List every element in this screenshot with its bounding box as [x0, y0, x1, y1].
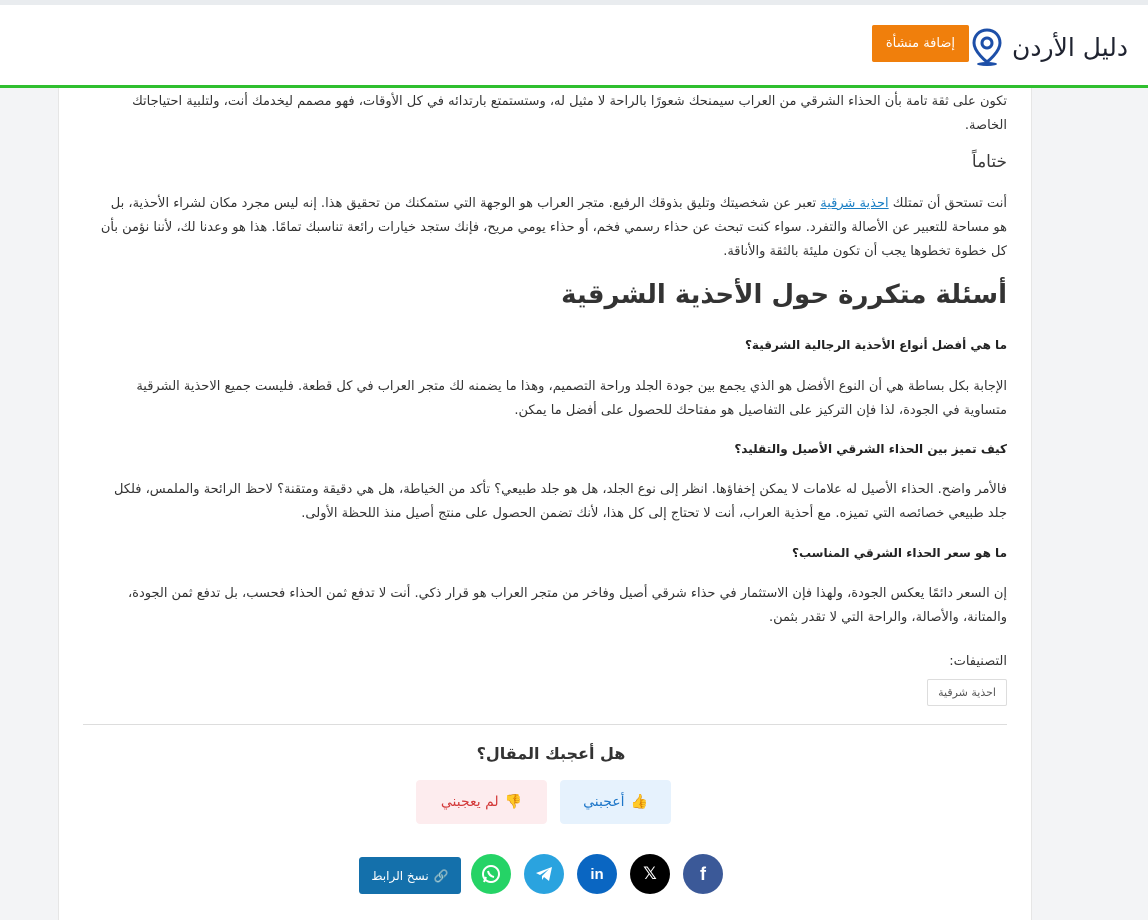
divider — [83, 724, 1007, 725]
faq-answer: الإجابة بكل بساطة هي أن النوع الأفضل هو الذي يجمع بين جودة الجلد وراحة التصميم، وهذا ما يضمنه لك متجر العراب في كل قطعة. فليست جميع الاحذية الشرقية متساوية في الجودة، لذا فإن التركيز على التفاصيل هو مفتاحك للحصول على أفضل ما يمكن. — [136, 379, 1007, 418]
categories-label: التصنيفات: — [949, 654, 1007, 669]
conclusion-text-before: أنت تستحق أن تمتلك — [888, 196, 1007, 211]
like-label: أعجبني — [583, 794, 625, 810]
faq-answer-wrap — [95, 375, 1007, 423]
whatsapp-icon — [480, 863, 502, 885]
brand-logo[interactable] — [970, 27, 1128, 67]
add-facility-button[interactable]: إضافة منشأة — [872, 25, 969, 62]
intro-paragraph: تكون على ثقة تامة بأن الحذاء الشرقي من العراب سيمنحك شعورًا بالراحة لا مثيل له، وستستمتع بارتدائه في كل الأوقات، فهو مصمم ليخدمك أنت، ولتلبية احتياجاتك الخاصة. — [132, 94, 1007, 133]
link-icon: 🔗 — [433, 868, 449, 883]
category-link[interactable]: احذية شرقية — [820, 196, 889, 211]
telegram-icon — [534, 864, 554, 884]
feedback-question-wrap — [95, 744, 1007, 763]
facebook-share-button[interactable] — [683, 854, 723, 894]
faq-answer-wrap — [95, 478, 1007, 526]
dislike-button[interactable] — [416, 780, 547, 824]
faq-title: أسئلة متكررة حول الأحذية الشرقية — [561, 280, 1007, 310]
faq-answer: إن السعر دائمًا يعكس الجودة، ولهذا فإن الاستثمار في حذاء شرقي أصيل وفاخر من متجر العراب هو قرار ذكي. أنت لا تدفع ثمن الحذاء فحسب، بل تدفع ثمن الجودة، والمتانة، والأصالة، والراحة التي لا تقدر بثمن. — [127, 586, 1007, 625]
linkedin-share-button[interactable] — [577, 854, 617, 894]
categories-block — [95, 654, 1007, 706]
category-tag[interactable]: احذية شرقية — [927, 679, 1007, 706]
conclusion-paragraph-wrap — [95, 192, 1007, 264]
faq-item — [95, 338, 1007, 352]
thumbs-down-icon: 👎 — [504, 794, 523, 810]
conclusion-text-after: تعبر عن شخصيتك وتليق بذوقك الرفيع. متجر العراب هو الوجهة التي ستمكنك من تحقيق هذا. إنه ليس مجرد مكان لشراء الأحذية، بل هو مساحة للتعبير عن الأصالة والتفرد. سواء كنت تبحث عن حذاء رسمي فخم، أو حذاء يومي مريح، فإنك ستجد خيارات رائعة تناسبك تمامًا. هذا هو وعدنا لك، لأننا نؤمن بأن كل خطوة تخطوها يجب أن تكون مليئة بالثقة والأناقة. — [100, 196, 1007, 259]
facebook-icon: f — [700, 863, 706, 884]
faq-item — [95, 546, 1007, 560]
x-share-button[interactable] — [630, 854, 670, 894]
telegram-share-button[interactable] — [524, 854, 564, 894]
copy-link-button[interactable] — [359, 857, 461, 894]
linkedin-icon: in — [590, 865, 604, 883]
dislike-label: لم يعجبني — [440, 794, 499, 810]
article-content — [58, 88, 1032, 920]
like-button[interactable] — [560, 780, 671, 824]
faq-question: كيف تميز بين الحذاء الشرقي الأصيل والتقليد؟ — [734, 442, 1007, 456]
faq-item — [95, 442, 1007, 456]
faq-title-wrap — [95, 280, 1007, 310]
conclusion-heading: ختاماً — [971, 152, 1007, 172]
intro-paragraph-wrap — [95, 90, 1007, 138]
faq-question: ما هي أفضل أنواع الأحذية الرجالية الشرقية؟ — [744, 338, 1007, 352]
conclusion-paragraph — [95, 192, 1007, 264]
faq-question: ما هو سعر الحذاء الشرقي المناسب؟ — [792, 546, 1007, 560]
location-pin-icon — [970, 27, 1004, 67]
faq-answer: فالأمر واضح. الحذاء الأصيل له علامات لا يمكن إخفاؤها. انظر إلى نوع الجلد، هل هو جلد طبيعي؟ تأكد من الخياطة، هل هي دقيقة ومتقنة؟ لاحظ الرائحة والملمس، فلكل جلد طبيعي خصائصه التي تميزه. مع أحذية العراب، أنت لا تحتاج إلى كل هذا، لأنك تضمن الحصول على منتج أصيل منذ اللحظة الأولى. — [113, 482, 1007, 521]
conclusion-heading-wrap — [95, 152, 1007, 172]
feedback-question: هل أعجبك المقال؟ — [476, 744, 626, 763]
top-header — [0, 0, 1148, 88]
x-icon: 𝕏 — [643, 864, 657, 884]
copy-link-label: نسخ الرابط — [371, 868, 429, 883]
brand-name: دليل الأردن — [1012, 32, 1128, 62]
thumbs-up-icon: 👍 — [630, 794, 648, 810]
faq-answer-wrap — [95, 582, 1007, 630]
whatsapp-share-button[interactable] — [471, 854, 511, 894]
